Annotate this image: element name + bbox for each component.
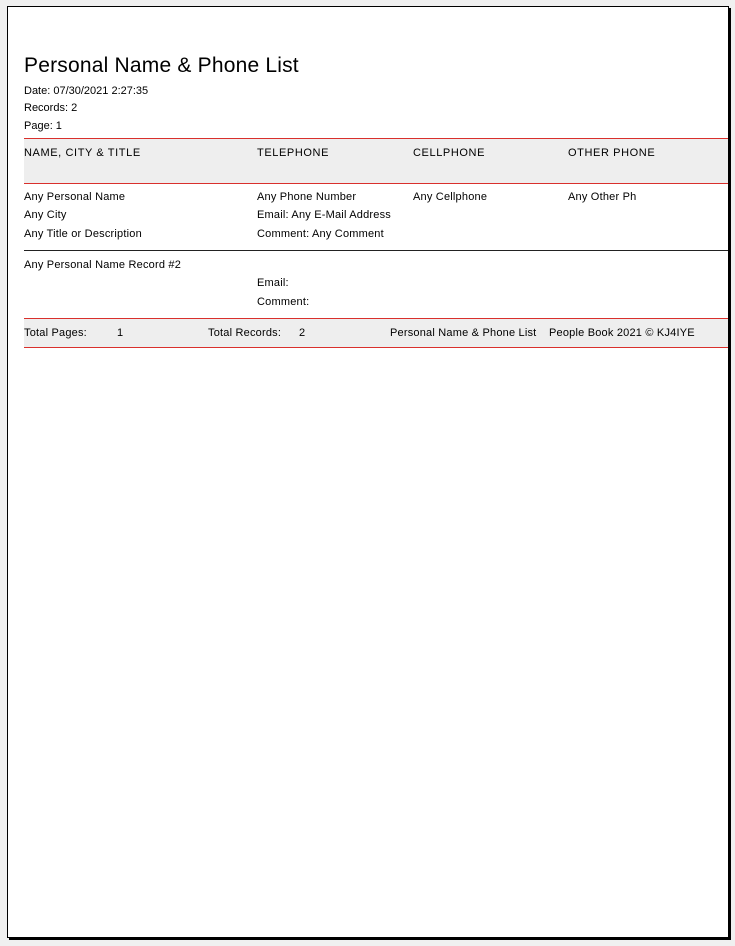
column-header-telephone: TELEPHONE (257, 147, 330, 159)
footer-report-name: Personal Name & Phone List (390, 327, 537, 339)
report-date: Date: 07/30/2021 2:27:35 (24, 85, 149, 97)
footer-copyright: People Book 2021 © KJ4IYE (549, 327, 695, 339)
row-telephone: Any Phone Number (257, 191, 357, 203)
row-comment: Comment: Any Comment (257, 228, 384, 240)
report-page-number: Page: 1 (24, 120, 62, 132)
column-header-band (24, 138, 729, 184)
column-header-name: NAME, CITY & TITLE (24, 147, 141, 159)
row-name: Any Personal Name (24, 191, 126, 203)
row-title: Any Title or Description (24, 228, 142, 240)
footer-total-records-value: 2 (299, 327, 306, 339)
report-page (7, 6, 729, 938)
row-cellphone: Any Cellphone (413, 191, 488, 203)
row-comment: Comment: (257, 296, 310, 308)
row-email: Email: (257, 277, 289, 289)
report-records-count: Records: 2 (24, 102, 78, 114)
report-title: Personal Name & Phone List (24, 54, 299, 77)
row-other-phone: Any Other Ph (568, 191, 637, 203)
footer-total-pages-value: 1 (117, 327, 124, 339)
row-divider (24, 250, 729, 251)
row-email: Email: Any E-Mail Address (257, 209, 391, 221)
column-header-cellphone: CELLPHONE (413, 147, 486, 159)
row-city: Any City (24, 209, 67, 221)
footer-total-records-label: Total Records: (208, 327, 282, 339)
row-name: Any Personal Name Record #2 (24, 259, 182, 271)
footer-total-pages-label: Total Pages: (24, 327, 87, 339)
column-header-other-phone: OTHER PHONE (568, 147, 656, 159)
